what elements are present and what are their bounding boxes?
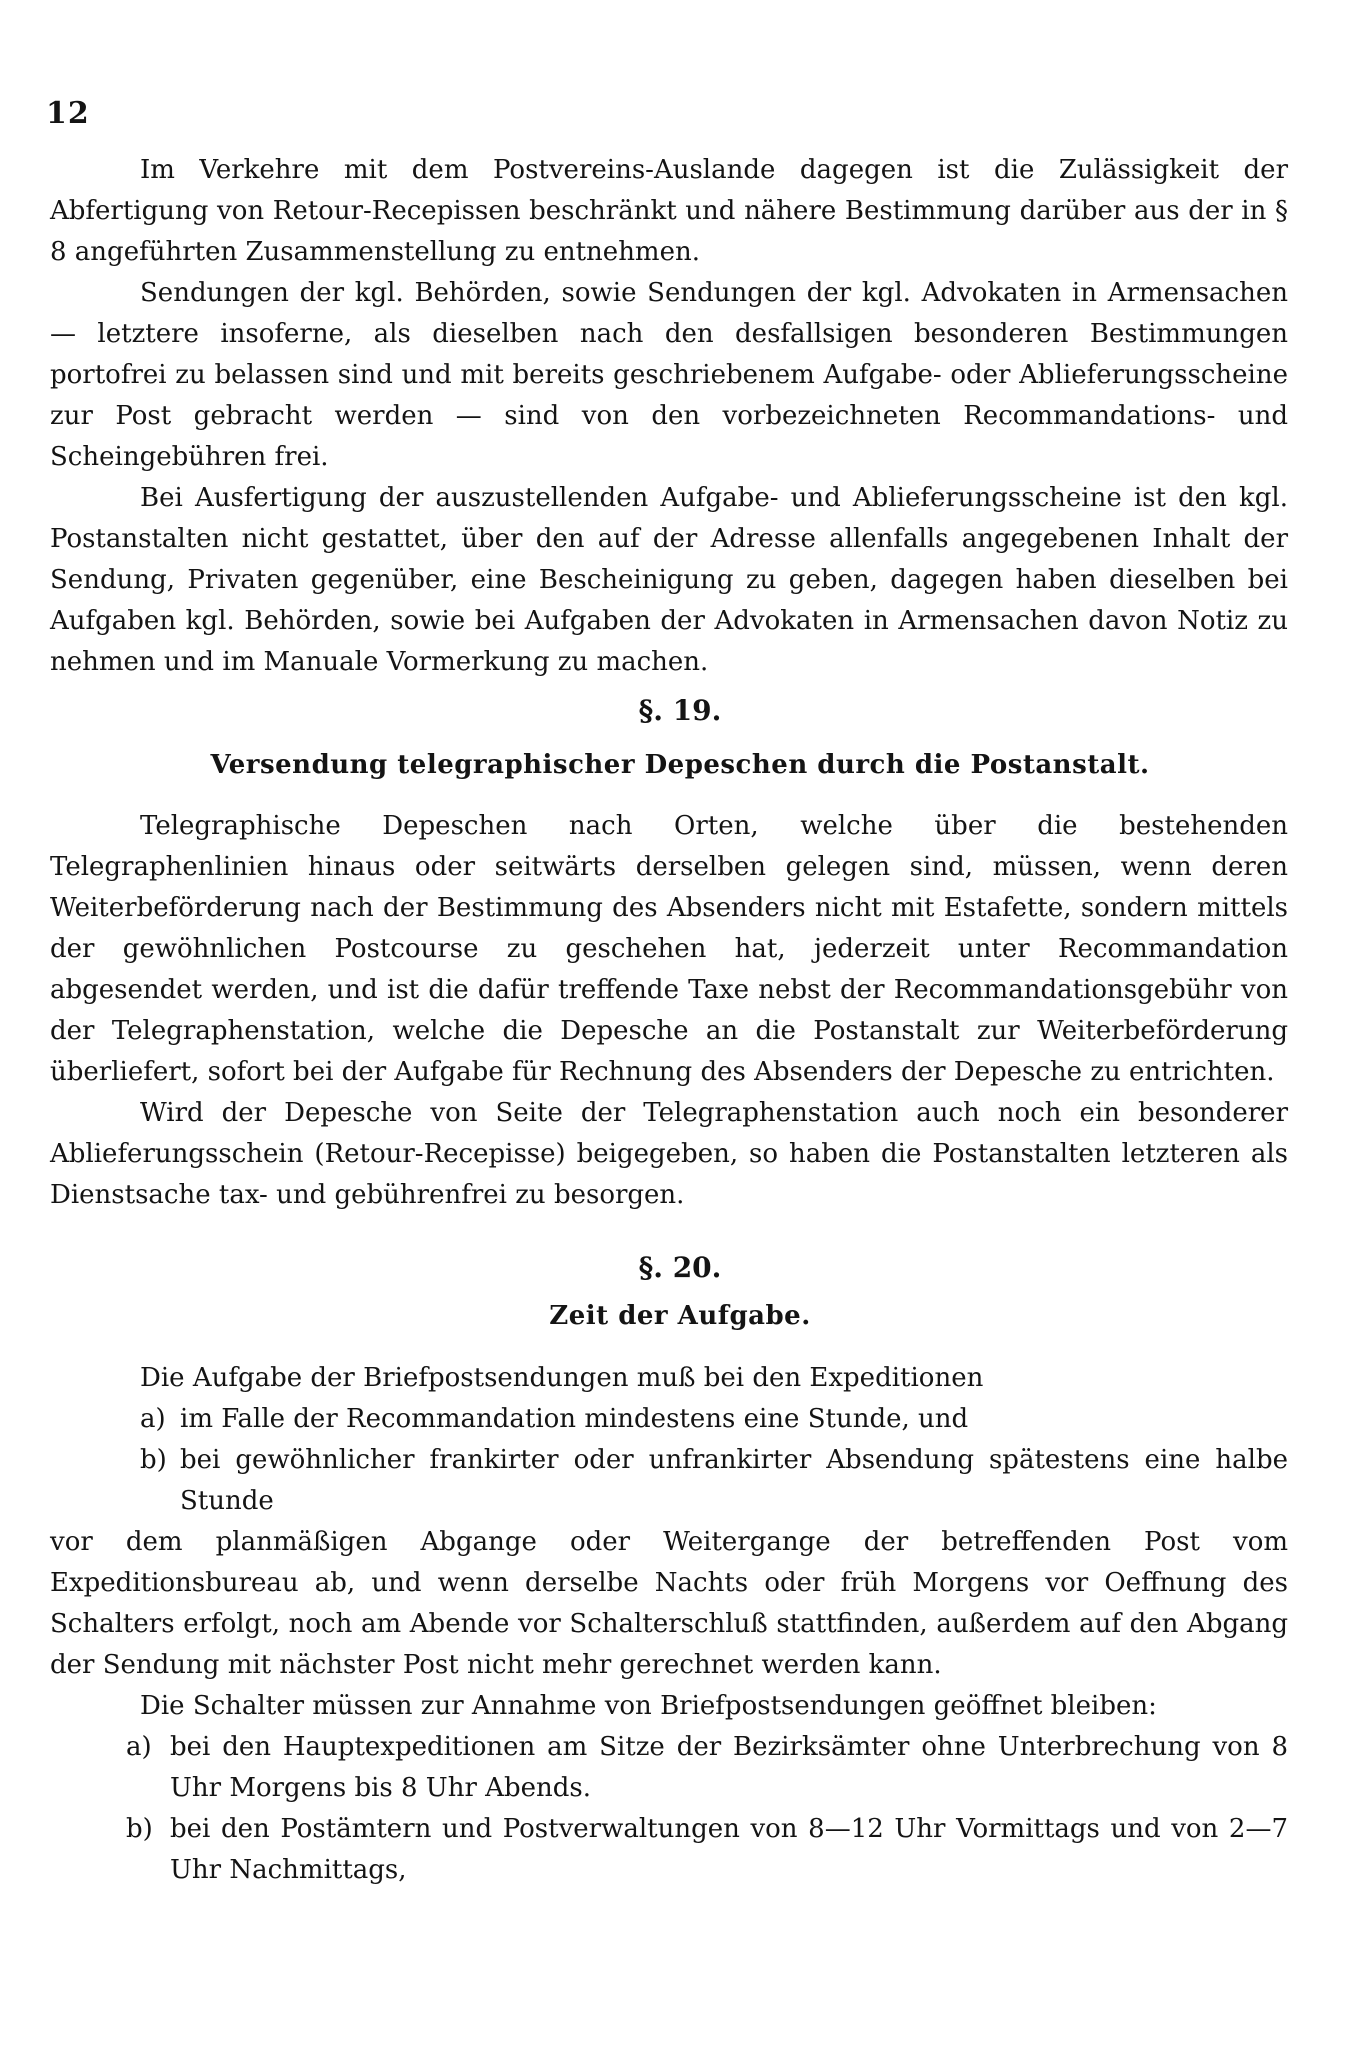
paragraph-schalter-intro: Die Schalter müssen zur Annahme von Briefpostsendungen geöffnet bleiben: [140, 1691, 1157, 1721]
section-20-title: Zeit der Aufgabe. [549, 1301, 811, 1331]
paragraph-telegraphische-depeschen: Telegraphische Depeschen nach Orten, welche über die bestehenden Telegraphenlinien hinaus oder seitwärts derselben gelegen sind, müssen, wenn deren Weiterbeförderung nach der Bestimmung des Absenders nicht mit Estafette, sondern mittels der gewöhnlichen Postcourse zu geschehen hat, jederzeit unter Recommandation abgesendet werden, und ist die dafür treffende Taxe nebst der Recommandationsgebühr von der Telegraphenstation, welche die Depesche an die Postanstalt zur Weiterbeförderung überliefert, sofort bei der Aufgabe für Rechnung des Absenders der Depesche zu entrichten. [50, 811, 1288, 1087]
list-item-text: bei den Postämtern und Postverwaltungen von 8—12 Uhr Vormittags und von 2—7 Uhr Nachmittags, [170, 1814, 1288, 1885]
list-marker: b) [140, 1445, 167, 1475]
paragraph-postverein: Im Verkehre mit dem Postvereins-Auslande dagegen ist die Zulässigkeit der Abfertigung von Retour-Recepissen beschränkt und nähere Bestimmung darüber aus der in § 8 angeführten Zusammenstellung zu entnehmen. [50, 155, 1288, 267]
list-marker: a) [126, 1732, 152, 1762]
list-item [50, 1727, 1288, 1809]
paragraph-ausfertigung: Bei Ausfertigung der auszustellenden Aufgabe- und Ablieferungsscheine ist den kgl. Postanstalten nicht gestattet, über den auf der Adresse allenfalls angegebenen Inhalt der Sendung, Privaten gegenüber, eine Bescheinigung zu geben, dagegen haben dieselben bei Aufgaben kgl. Behörden, sowie bei Aufgaben der Advokaten in Armensachen davon Notiz zu nehmen und im Manuale Vormerkung zu machen. [50, 483, 1288, 677]
list-item [50, 1440, 1288, 1522]
page-number: 12 [46, 96, 90, 131]
section-20-body [50, 1358, 1288, 1891]
list-item-text: bei den Hauptexpeditionen am Sitze der Bezirksämter ohne Unterbrechung von 8 Uhr Morgens bis 8 Uhr Abends. [170, 1732, 1288, 1803]
list-item-text: bei gewöhnlicher frankirter oder unfrankirter Absendung spätestens eine halbe Stunde [180, 1445, 1288, 1516]
list-marker: a) [140, 1404, 166, 1434]
list-item [50, 1399, 1288, 1440]
intro-section [50, 150, 1288, 683]
section-19-mark: §. 19. [638, 694, 722, 727]
paragraph-behoerden: Sendungen der kgl. Behörden, sowie Sendungen der kgl. Advokaten in Armensachen — letztere insoferne, als dieselben nach den desfallsigen besonderen Bestimmungen portofrei zu belassen sind und mit bereits geschriebenem Aufgabe- oder Ablieferungsscheine zur Post gebracht werden — sind von den vorbezeichneten Recommandations- und Scheingebühren frei. [50, 278, 1288, 472]
paragraph-abgang: vor dem planmäßigen Abgange oder Weitergange der betreffenden Post vom Expeditionsbureau ab, und wenn derselbe Nachts oder früh Morgens vor Oeffnung des Schalters erfolgt, noch am Abende vor Schalterschluß stattfinden, außerdem auf den Abgang der Sendung mit nächster Post nicht mehr gerechnet werden kann. [50, 1527, 1288, 1680]
section-19-title: Versendung telegraphischer Depeschen durch die Postanstalt. [210, 750, 1150, 780]
section-19-body [50, 806, 1288, 1216]
list-marker: b) [126, 1814, 153, 1844]
section-20-mark: §. 20. [638, 1251, 722, 1284]
paragraph-retour-recepisse: Wird der Depesche von Seite der Telegraphenstation auch noch ein besonderer Ablieferungsschein (Retour-Recepisse) beigegeben, so haben die Postanstalten letzteren als Dienstsache tax- und gebührenfrei zu besorgen. [50, 1098, 1288, 1210]
list-item-text: im Falle der Recommandation mindestens eine Stunde, und [180, 1404, 969, 1434]
paragraph-aufgabe-intro: Die Aufgabe der Briefpostsendungen muß bei den Expeditionen [140, 1363, 984, 1393]
list-item [50, 1809, 1288, 1891]
